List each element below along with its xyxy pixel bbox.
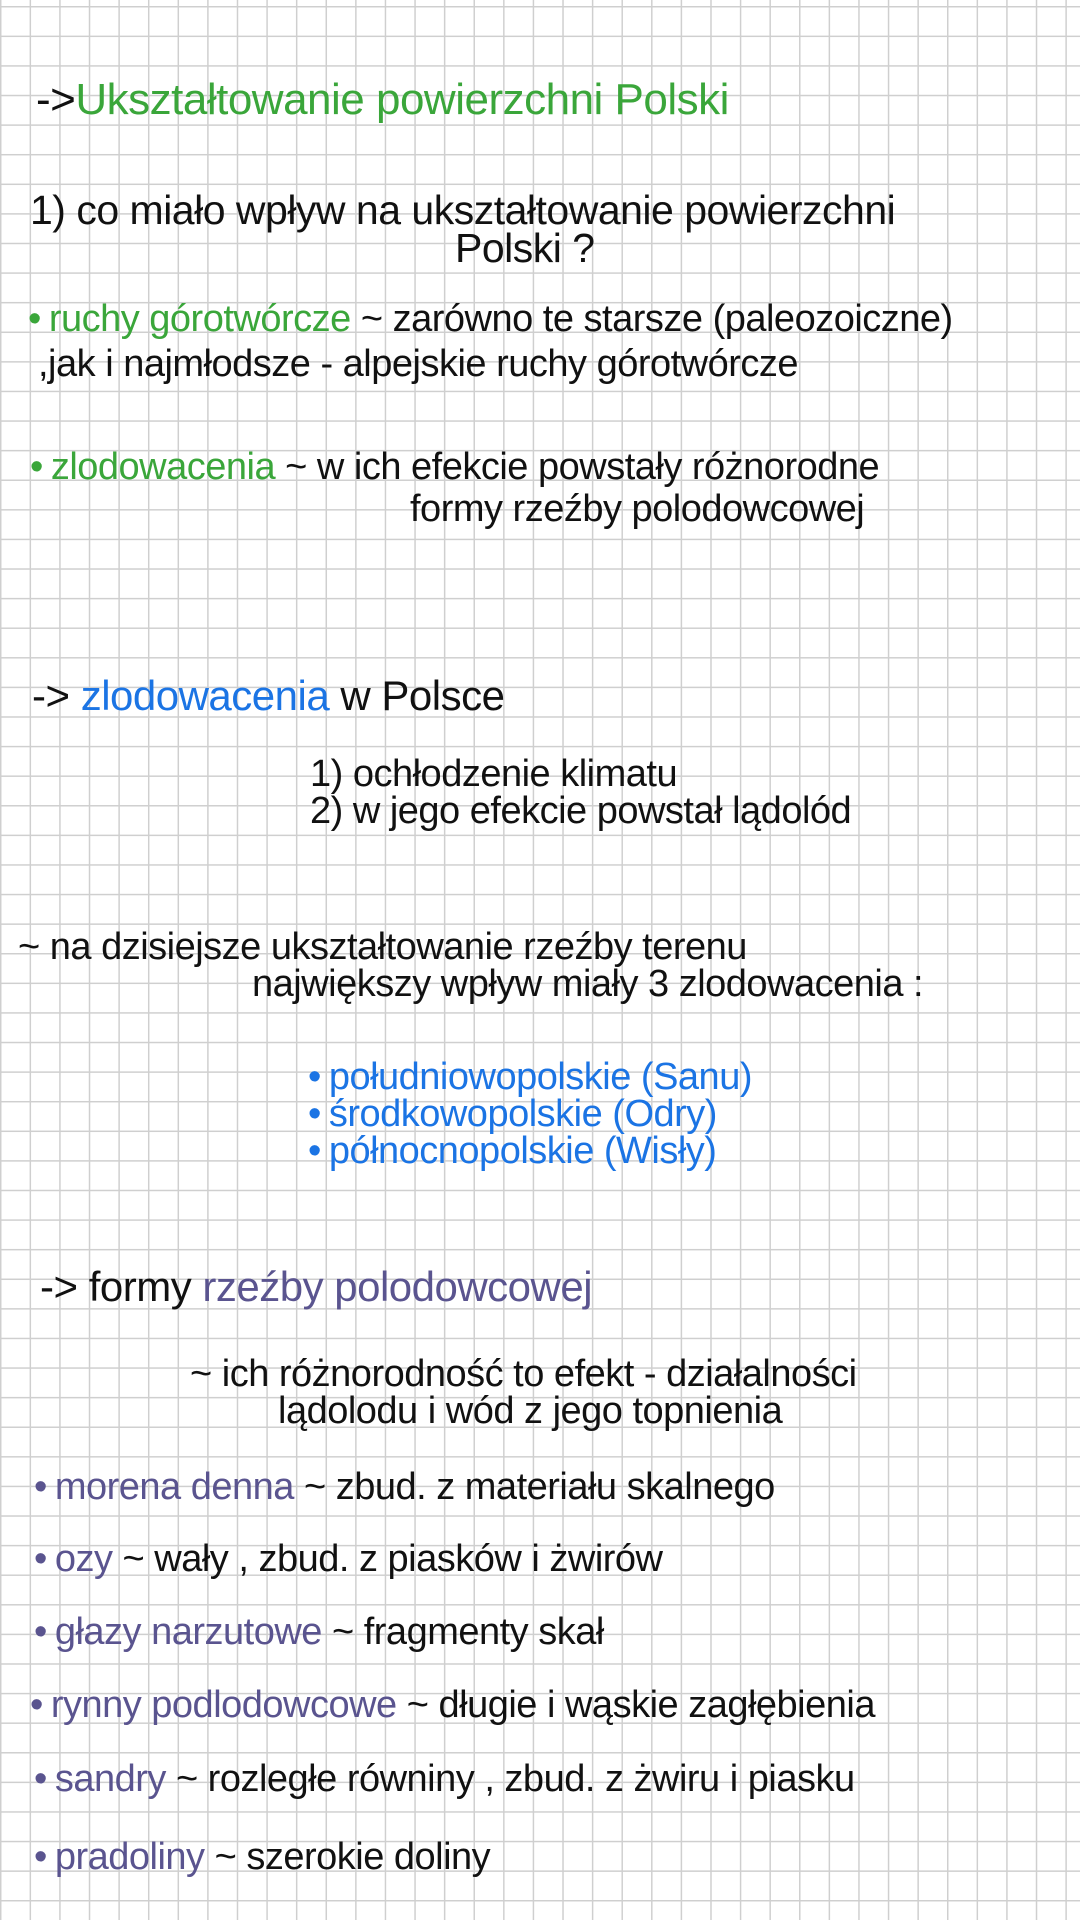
form-desc: ~ długie i wąskie zagłębienia — [406, 1684, 875, 1726]
form-term: pradoliny — [54, 1836, 205, 1878]
form-desc: ~ szerokie doliny — [214, 1836, 491, 1878]
glaciation-label: południowopolskie (Sanu) — [328, 1056, 752, 1098]
arrow: -> — [40, 1263, 78, 1310]
factor-desc-cont: ,jak i najmłodsze - alpejskie ruchy górotwórcze — [38, 343, 799, 385]
section-term: rzeźby polodowcowej — [202, 1263, 593, 1310]
factor-desc: ~ zarówno te starsze (paleozoiczne) — [360, 298, 953, 340]
factor-term: zlodowacenia — [50, 446, 276, 488]
form-item: • morena denna ~ zbud. z materiału skalnego — [34, 1466, 775, 1508]
section-term: zlodowacenia — [80, 672, 330, 719]
note-line2: największy wpływ miały 3 zlodowacenia : — [252, 963, 924, 1005]
question-line2: Polski ? — [455, 225, 595, 271]
page-title — [36, 75, 729, 124]
glaciation-item: • północnopolskie (Wisły) — [308, 1130, 717, 1172]
glaciation-item: • środkowopolskie (Odry) — [308, 1093, 717, 1135]
section-heading-formy — [40, 1263, 593, 1310]
factor-desc: ~ w ich efekcie powstały różnorodne — [285, 446, 880, 488]
section-heading-zlodowacenia — [32, 672, 505, 719]
step: 2) w jego efekcie powstał lądolód — [310, 790, 852, 832]
form-item: • pradoliny ~ szerokie doliny — [34, 1836, 491, 1878]
arrow: -> — [36, 75, 76, 124]
form-desc: ~ wały , zbud. z piasków i żwirów — [122, 1538, 663, 1580]
form-item: • rynny podlodowcowe ~ długie i wąskie zagłębienia — [30, 1684, 875, 1726]
glaciation-item: • południowopolskie (Sanu) — [308, 1056, 752, 1098]
form-term: rynny podlodowcowe — [50, 1684, 397, 1726]
form-item: • sandry ~ rozległe równiny , zbud. z żwiru i piasku — [34, 1758, 855, 1800]
step: 1) ochłodzenie klimatu — [310, 753, 678, 795]
section-rest: w Polsce — [340, 672, 505, 719]
form-term: głazy narzutowe — [54, 1611, 322, 1653]
factor-item: • ruchy górotwórcze ~ zarówno te starsze (paleozoiczne) — [28, 298, 953, 340]
note-line2: lądolodu i wód z jego topnienia — [278, 1390, 783, 1432]
form-term: morena denna — [54, 1466, 294, 1508]
title-text: Ukształtowanie powierzchni Polski — [75, 75, 729, 124]
glaciation-label: północnopolskie (Wisły) — [328, 1130, 717, 1172]
question-line1: 1) co miało wpływ na ukształtowanie powierzchni — [30, 187, 896, 233]
form-item: • ozy ~ wały , zbud. z piasków i żwirów — [34, 1538, 663, 1580]
arrow: -> — [32, 672, 70, 719]
note-line1: ~ ich różnorodność to efekt - działalności — [190, 1353, 857, 1395]
factor-item: • zlodowacenia ~ w ich efekcie powstały różnorodne — [30, 446, 880, 488]
form-desc: ~ fragmenty skał — [331, 1611, 604, 1653]
form-desc: ~ zbud. z materiału skalnego — [303, 1466, 775, 1508]
note-line1: ~ na dzisiejsze ukształtowanie rzeźby terenu — [18, 926, 747, 968]
form-term: ozy — [54, 1538, 113, 1580]
form-term: sandry — [54, 1758, 166, 1800]
form-desc: ~ rozległe równiny , zbud. z żwiru i piasku — [175, 1758, 855, 1800]
factor-desc-cont: formy rzeźby polodowcowej — [410, 488, 865, 530]
factor-term: ruchy górotwórcze — [48, 298, 351, 340]
section-plain: formy — [88, 1263, 192, 1310]
form-item: • głazy narzutowe ~ fragmenty skał — [34, 1611, 604, 1653]
glaciation-label: środkowopolskie (Odry) — [328, 1093, 717, 1135]
